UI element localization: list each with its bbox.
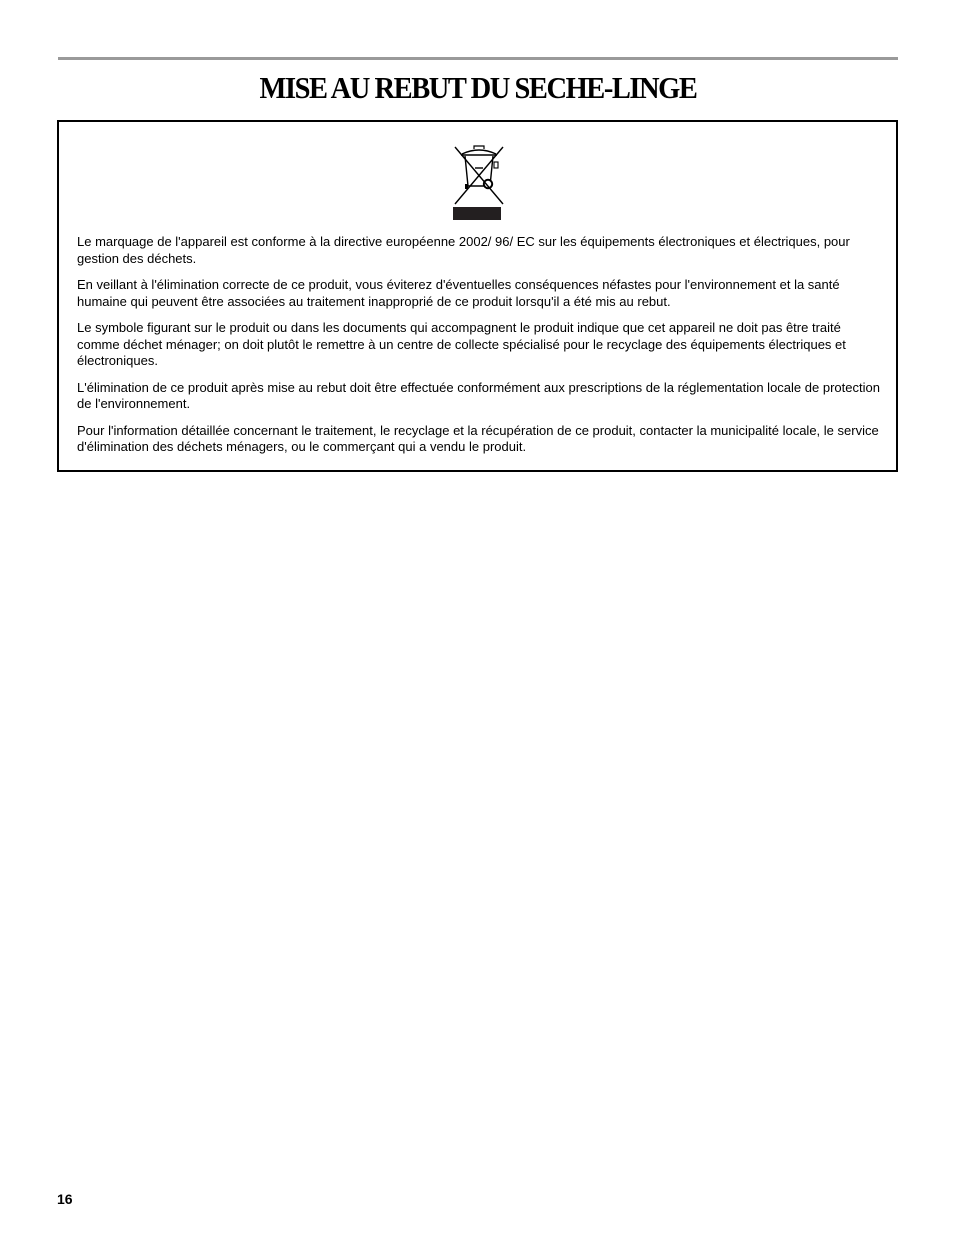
- notice-text: [77, 234, 883, 466]
- notice-paragraph: Le symbole figurant sur le produit ou dans les documents qui accompagnent le produit indique que cet appareil ne doit pas être traité comme déchet ménager; on doit plutôt le remettre à un centre de collecte spécialisé pour le recyclage des équipements électriques et électroniques.: [77, 320, 846, 368]
- top-rule: [58, 57, 898, 60]
- notice-paragraph: En veillant à l'élimination correcte de ce produit, vous éviterez d'éventuelles conséquences néfastes pour l'environnement et la santé humaine qui peuvent être associées au traitement inapproprié de ce produit lorsqu'il a été mis au rebut.: [77, 277, 840, 309]
- notice-paragraph: Pour l'information détaillée concernant le traitement, le recyclage et la récupération de ce produit, contacter la municipalité locale, le service d'élimination des déchets ménagers, ou le commerçant qui a vendu le produit.: [77, 422, 879, 454]
- notice-paragraph: L'élimination de ce produit après mise au rebut doit être effectuée conformément aux prescriptions de la réglementation locale de protection de l'environnement.: [77, 379, 880, 411]
- disposal-notice-box: [57, 120, 898, 472]
- page-number: 16: [57, 1191, 73, 1207]
- crossed-out-wheeled-bin-icon: [452, 134, 506, 222]
- notice-paragraph: Le marquage de l'appareil est conforme à la directive européenne 2002/ 96/ EC sur les équipements électroniques et électriques, pour gestion des déchets.: [77, 234, 850, 266]
- page-title: MISE AU REBUT DU SECHE-LINGE: [259, 70, 697, 105]
